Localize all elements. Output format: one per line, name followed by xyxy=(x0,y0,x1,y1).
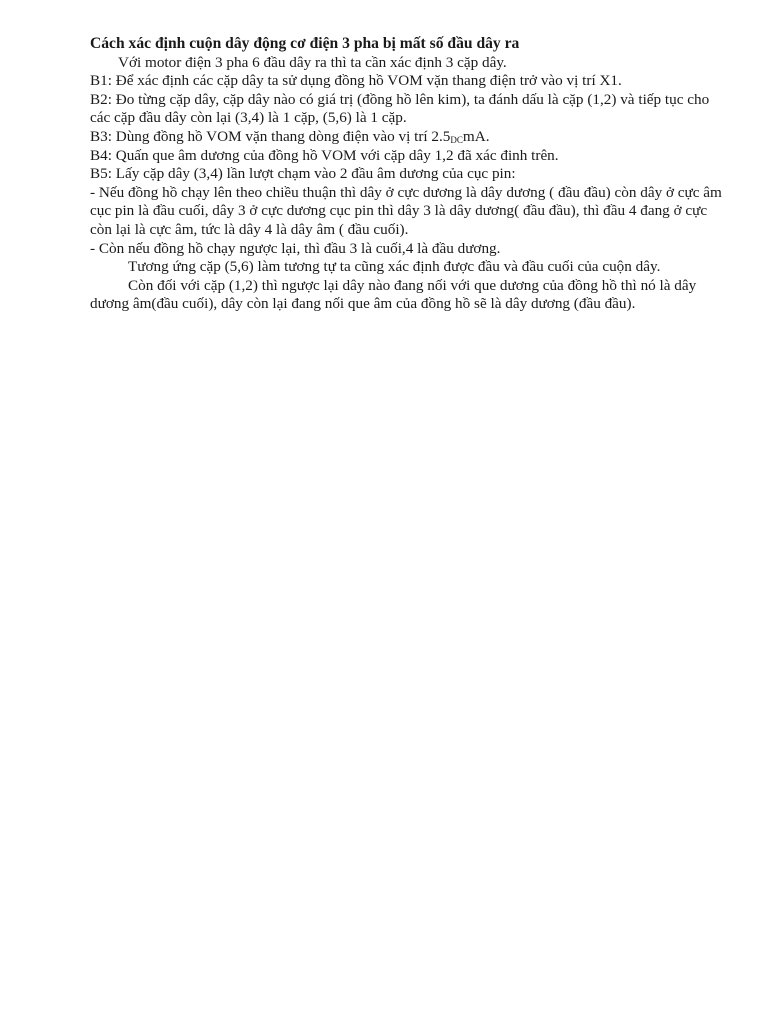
document-body xyxy=(90,35,730,314)
step-b3-text: B3: Dùng đồng hồ VOM vặn thang dòng điện vào vị trí 2.5 xyxy=(90,127,451,145)
intro-paragraph: Với motor điện 3 pha 6 đầu dây ra thì ta cần xác định 3 cặp dây. xyxy=(118,53,507,71)
paragraph-pair-56: Tương ứng cặp (5,6) làm tương tự ta cũng xác định được đầu và đầu cuối của cuộn dây. xyxy=(128,258,661,276)
case-forward: - Nếu đồng hồ chạy lên theo chiều thuận thì dây ở cực dương là dây dương ( đầu đầu) còn dây ở cực âm cục pin là đầu cuối, dây 3 ở cực dương cục pin thì dây 3 là dây dương( đầu đầu), thì đầu 4 đang ở cực còn lại là cực âm, tức là dây 4 là dây âm ( đầu cuối). xyxy=(90,183,722,238)
case-reverse: - Còn nếu đồng hồ chạy ngược lại, thì đầu 3 là cuối,4 là đầu dương. xyxy=(90,239,501,257)
step-b3 xyxy=(90,128,730,147)
step-b3-subscript: DC xyxy=(450,134,463,145)
document-title: Cách xác định cuộn dây động cơ điện 3 pha bị mất số đầu dây ra xyxy=(90,35,520,52)
step-b1: B1: Để xác định các cặp dây ta sử dụng đồng hồ VOM vặn thang điện trở vào vị trí X1. xyxy=(90,72,622,90)
paragraph-pair-12: Còn đối với cặp (1,2) thì ngược lại dây nào đang nối với que dương của đồng hồ thì nó là dây dương âm(đầu cuối), dây còn lại đang nối que âm của đồng hồ sẽ là dây dương (đầu đầu). xyxy=(90,276,697,313)
step-b5: B5: Lấy cặp dây (3,4) lần lượt chạm vào 2 đầu âm dương của cục pin: xyxy=(90,165,516,183)
step-b2: B2: Đo từng cặp dây, cặp dây nào có giá trị (đồng hồ lên kim), ta đánh dấu là cặp (1,2) và tiếp tục cho các cặp đầu dây còn lại (3,4) là 1 cặp, (5,6) là 1 cặp. xyxy=(90,90,710,127)
step-b3-unit: mA. xyxy=(462,127,490,145)
step-b4: B4: Quấn que âm dương của đồng hồ VOM với cặp dây 1,2 đã xác đinh trên. xyxy=(90,146,559,164)
